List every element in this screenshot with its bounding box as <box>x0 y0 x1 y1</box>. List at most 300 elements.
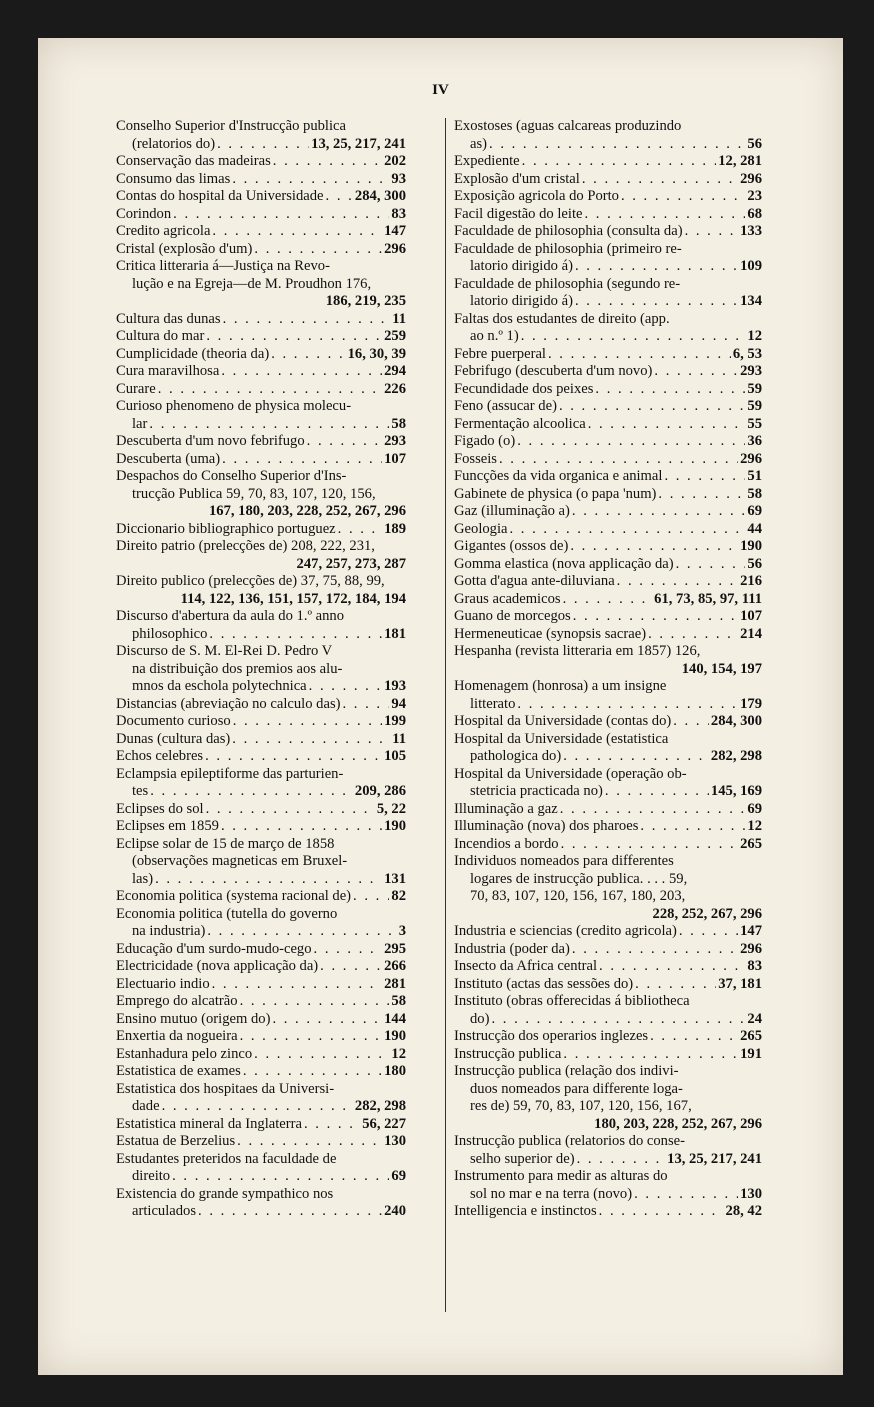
index-entry-line <box>116 1028 406 1046</box>
index-entry-line <box>454 573 762 591</box>
index-entry <box>116 818 406 836</box>
index-entry-text: Despachos do Conselho Superior d'Ins- <box>116 468 347 484</box>
index-entry-pages: 167, 180, 203, 228, 252, 267, 296 <box>208 503 406 519</box>
index-entry-pages: 296 <box>740 940 762 957</box>
index-entry <box>116 328 406 346</box>
leader-dots <box>221 363 382 381</box>
index-entry <box>116 713 406 731</box>
index-entry-text: Descuberta d'um novo febrifugo <box>116 433 305 449</box>
index-entry-line <box>454 1028 762 1046</box>
index-entry-text: Feno (assucar de) <box>454 398 557 414</box>
index-entry-text: pathologica do) <box>470 748 562 764</box>
index-entry-text: mnos da eschola polytechnica <box>132 678 307 694</box>
index-entry-line <box>116 153 406 171</box>
index-entry <box>454 433 762 451</box>
index-entry-text: Eclipses do sol <box>116 800 204 817</box>
index-entry-text: philosophico <box>132 625 208 642</box>
index-entry-line <box>454 818 762 836</box>
index-entry-text: Expediente <box>454 153 520 169</box>
leader-dots <box>233 713 382 731</box>
index-entry-text: Febrifugo (descuberta d'um novo) <box>454 363 653 379</box>
index-entry-pages: 23 <box>747 188 762 204</box>
leader-dots <box>150 783 353 801</box>
leader-dots <box>582 171 738 189</box>
index-entry-text: as) <box>470 135 488 152</box>
index-entry-pages: 190 <box>740 538 762 554</box>
index-entry-line <box>454 661 762 679</box>
index-entry-pages: 193 <box>384 678 406 694</box>
index-entry <box>116 958 406 976</box>
index-entry-text: ao n.º 1) <box>470 328 519 344</box>
index-entry <box>454 451 762 469</box>
index-entry <box>116 258 406 311</box>
index-entry <box>454 311 762 346</box>
index-entry-text: Contas do hospital da Universidade <box>116 188 324 204</box>
index-entry-text: Existencia do grande sympathico nos <box>116 1185 334 1202</box>
index-entry-line <box>454 1011 762 1029</box>
index-entry <box>454 153 762 171</box>
index-entry-pages: 240 <box>384 1203 406 1219</box>
index-entry-text: litterato <box>470 695 516 712</box>
index-entry-text: Cultura das dunas <box>116 310 221 327</box>
index-entry-text: Electricidade (nova applicação da) <box>116 958 319 974</box>
index-entry-line <box>116 941 406 959</box>
index-entry <box>116 906 406 941</box>
index-entry-pages: 55 <box>747 415 762 432</box>
index-entry-text: na distribuição dos premios aos alu- <box>132 660 343 677</box>
index-entry <box>116 118 406 153</box>
index-entry-text: Hespanha (revista litteraria em 1857) 126, <box>454 643 701 659</box>
book-page <box>38 38 843 1375</box>
index-entry-pages: 13, 25, 217, 241 <box>667 1150 762 1167</box>
index-entry-pages: 6, 53 <box>732 345 762 362</box>
index-entry-pages: 293 <box>740 363 762 379</box>
leader-dots <box>206 328 382 346</box>
index-entry <box>116 1063 406 1081</box>
index-entry <box>454 731 762 766</box>
index-entry <box>116 381 406 399</box>
leader-dots <box>650 1028 738 1046</box>
index-entry-text: tes <box>132 783 149 799</box>
leader-dots <box>654 363 738 381</box>
index-entry-text: Guano de morcegos <box>454 608 571 624</box>
index-entry-text: Curioso phenomeno de physica molecu- <box>116 398 352 414</box>
index-entry-text: Cristal (explosão d'um) <box>116 240 253 257</box>
index-entry-line <box>116 626 406 644</box>
leader-dots <box>588 416 746 434</box>
leader-dots <box>676 556 746 574</box>
index-entry-text: Instrucção publica (relatorios do conse- <box>454 1133 685 1149</box>
index-entry-pages: 37, 181 <box>718 975 762 992</box>
leader-dots <box>320 958 382 976</box>
index-entry-pages: 216 <box>740 573 762 589</box>
index-entry <box>454 188 762 206</box>
leader-dots <box>517 696 738 714</box>
index-entry <box>454 1028 762 1046</box>
index-entry-line <box>116 713 406 731</box>
index-entry <box>116 188 406 206</box>
index-entry-text: Direito patrio (prelecções de) 208, 222, 231, <box>116 538 375 554</box>
index-entry <box>116 451 406 469</box>
index-entry-line <box>116 1133 406 1151</box>
leader-dots <box>273 153 382 171</box>
index-entry-pages: 140, 154, 197 <box>681 660 762 677</box>
index-entry <box>454 241 762 276</box>
index-entry-text: direito <box>132 1168 171 1184</box>
index-entry <box>454 276 762 311</box>
index-entry <box>454 363 762 381</box>
leader-dots <box>240 993 390 1011</box>
index-entry-pages: 82 <box>391 888 406 904</box>
leader-dots <box>207 923 396 941</box>
leader-dots <box>254 241 382 259</box>
leader-dots <box>679 923 738 941</box>
index-entry <box>454 1168 762 1203</box>
index-entry-line <box>116 416 406 434</box>
index-entry-text: Distancias (abreviação no calculo das) <box>116 695 341 712</box>
index-entry-line <box>454 958 762 976</box>
page-number: IV <box>432 82 449 98</box>
index-entry-pages: 58 <box>391 415 406 432</box>
index-entry <box>116 976 406 994</box>
index-entry <box>116 1151 406 1186</box>
leader-dots <box>173 206 389 224</box>
index-entry-text: Consumo das limas <box>116 170 231 187</box>
leader-dots <box>353 888 389 906</box>
index-entry-text: Instrumento para medir as alturas do <box>454 1168 668 1184</box>
leader-dots <box>342 696 389 714</box>
index-entry-pages: 56 <box>747 555 762 572</box>
index-entry-text: Gigantes (ossos de) <box>454 538 569 554</box>
index-entry-pages: 12 <box>747 328 762 344</box>
index-entry-text: Hospital da Universidade (operação ob- <box>454 765 687 782</box>
index-entry <box>116 941 406 959</box>
index-entry <box>116 223 406 241</box>
index-entry-pages: 190 <box>384 818 406 834</box>
leader-dots <box>338 521 382 539</box>
index-entry-line <box>454 1186 762 1204</box>
index-entry-text: Hospital da Universidade (contas do) <box>454 713 672 729</box>
index-entry-line <box>116 363 406 381</box>
index-entry-pages: 24 <box>747 1010 762 1027</box>
index-entry-text: lar <box>132 415 148 432</box>
leader-dots <box>563 748 709 766</box>
index-entry-line <box>116 136 406 154</box>
index-entry-line <box>116 1011 406 1029</box>
index-entry-line <box>454 416 762 434</box>
leader-dots <box>673 713 709 731</box>
index-entry <box>116 888 406 906</box>
index-entry-text: Febre puerperal <box>454 345 546 362</box>
index-entry <box>454 958 762 976</box>
index-entry-line <box>116 293 406 311</box>
index-entry-line <box>116 976 406 994</box>
index-entry-pages: 13, 25, 217, 241 <box>311 135 406 152</box>
index-entry-text: Dunas (cultura das) <box>116 730 231 747</box>
index-entry-line <box>116 521 406 539</box>
index-entry-line <box>116 1063 406 1081</box>
index-entry <box>116 748 406 766</box>
index-entry-line <box>454 801 762 819</box>
index-entry-line <box>454 171 762 189</box>
index-entry-pages: 180, 203, 228, 252, 267, 296 <box>594 1115 762 1132</box>
leader-dots <box>158 381 382 399</box>
index-entry <box>116 311 406 329</box>
index-entry <box>116 468 406 521</box>
column-divider <box>445 118 446 1312</box>
index-entry-text: Cura maravilhosa <box>116 363 220 379</box>
index-entry <box>116 1133 406 1151</box>
index-entry-line <box>454 1046 762 1064</box>
index-entry-pages: 199 <box>384 713 406 729</box>
index-entry-pages: 281 <box>384 975 406 992</box>
index-entry-pages: 16, 30, 39 <box>347 345 406 362</box>
index-entry-pages: 56 <box>747 135 762 152</box>
leader-dots <box>221 818 382 836</box>
index-entry-pages: 94 <box>391 695 406 712</box>
index-entry-pages: 265 <box>740 835 762 852</box>
index-entry <box>454 118 762 153</box>
index-entry <box>454 1063 762 1133</box>
index-entry-line <box>454 468 762 486</box>
leader-dots <box>510 521 746 539</box>
index-entry-text: Explosão d'um cristal <box>454 170 580 187</box>
index-entry-text: dade <box>132 1098 160 1114</box>
index-entry-text: Exostoses (aguas calcareas produzindo <box>454 118 682 134</box>
index-entry-line <box>116 433 406 451</box>
index-entry-text: Critica litteraria á—Justiça na Revo- <box>116 258 330 274</box>
index-entry-pages: 58 <box>391 993 406 1009</box>
index-entry-pages: 190 <box>384 1028 406 1044</box>
index-entry <box>116 398 406 433</box>
index-entry-text: latorio dirigido á) <box>470 258 573 274</box>
leader-dots <box>209 626 382 644</box>
index-entry-pages: 147 <box>384 223 406 239</box>
index-entry-pages: 5, 22 <box>376 800 406 817</box>
index-entry-pages: 247, 257, 273, 287 <box>296 555 406 572</box>
index-entry <box>116 363 406 381</box>
leader-dots <box>685 223 739 241</box>
index-entry-pages: 105 <box>384 748 406 764</box>
leader-dots <box>560 801 746 819</box>
index-entry-line <box>454 1116 762 1134</box>
leader-dots <box>605 783 709 801</box>
index-entry-line <box>454 328 762 346</box>
index-entry-text: Echos celebres <box>116 748 204 764</box>
index-entry-text: Instrucção dos operarios inglezes <box>454 1028 649 1044</box>
index-entry-text: Gotta d'agua ante-diluviana <box>454 573 615 589</box>
index-entry <box>116 1028 406 1046</box>
index-entry-text: 70, 83, 107, 120, 156, 167, 180, 203, <box>470 888 686 904</box>
index-entry-line <box>116 311 406 329</box>
index-entry-text: Gomma elastica (nova applicação da) <box>454 555 674 572</box>
index-entry-text: Illuminação a gaz <box>454 800 558 817</box>
index-entry <box>454 223 762 241</box>
index-entry-pages: 180 <box>384 1063 406 1079</box>
index-entry-line <box>454 503 762 521</box>
index-entry-line <box>116 1098 406 1116</box>
index-entry-text: Facil digestão do leite <box>454 205 583 222</box>
index-entry-text: Discurso d'abertura da aula do 1.º anno <box>116 608 345 624</box>
index-entry-text: Individuos nomeados para differentes <box>454 853 674 869</box>
index-entry-line <box>454 1203 762 1221</box>
index-entry-line <box>454 486 762 504</box>
index-entry-line <box>454 381 762 399</box>
index-entry <box>454 941 762 959</box>
index-entry-text: res de) 59, 70, 83, 107, 120, 156, 167, <box>470 1098 692 1114</box>
index-entry-text: duos nomeados para differente loga- <box>470 1080 683 1097</box>
leader-dots <box>559 398 745 416</box>
index-entry-text: las) <box>132 870 154 887</box>
leader-dots <box>617 573 738 591</box>
index-entry-text: Gaz (illuminação a) <box>454 503 570 519</box>
index-entry-pages: 284, 300 <box>710 713 762 729</box>
index-entry-pages: 134 <box>740 293 762 309</box>
index-entry-pages: 145, 169 <box>710 783 762 799</box>
index-entry-pages: 61, 73, 85, 97, 111 <box>654 590 762 607</box>
index-entry-line <box>454 398 762 416</box>
leader-dots <box>563 1046 738 1064</box>
index-entry-line <box>116 783 406 801</box>
index-entry-text: Illuminação (nova) dos pharoes <box>454 818 639 834</box>
index-entry-text: Enxertia da nogueira <box>116 1028 238 1044</box>
leader-dots <box>522 153 717 171</box>
leader-dots <box>212 223 382 241</box>
index-entry-text: Estatistica mineral da Inglaterra <box>116 1115 302 1132</box>
index-entry-text: Estatistica de exames <box>116 1063 241 1079</box>
index-entry-pages: 107 <box>384 450 406 467</box>
index-entry-line <box>454 696 762 714</box>
leader-dots <box>575 293 738 311</box>
index-entry <box>454 1046 762 1064</box>
index-entry-pages: 228, 252, 267, 296 <box>652 905 762 922</box>
leader-dots <box>271 346 345 364</box>
index-entry-pages: 11 <box>392 730 406 747</box>
index-entry-line <box>116 748 406 766</box>
index-entry-pages: 59 <box>747 398 762 414</box>
index-entry-line <box>454 941 762 959</box>
index-entry-text: (relatorios do) <box>132 135 216 152</box>
index-entry-text: Hospital da Universidade (estatistica <box>454 730 669 747</box>
index-entry-pages: 293 <box>384 433 406 449</box>
index-entry <box>454 713 762 731</box>
index-entry-text: Electuario indio <box>116 975 210 992</box>
index-entry <box>116 608 406 643</box>
index-entry-text: Ensino mutuo (origem do) <box>116 1010 271 1027</box>
index-entry-pages: 295 <box>384 940 406 957</box>
index-entry-text: Homenagem (honrosa) a um insigne <box>454 678 667 694</box>
index-entry-line <box>454 783 762 801</box>
index-entry <box>454 171 762 189</box>
index-entry-line <box>454 626 762 644</box>
leader-dots <box>222 451 382 469</box>
index-entry <box>116 643 406 696</box>
leader-dots <box>572 503 746 521</box>
index-entry-text: Insecto da Africa central <box>454 958 598 974</box>
leader-dots <box>499 451 738 469</box>
index-entry <box>454 766 762 801</box>
index-entry-line <box>454 153 762 171</box>
index-entry <box>116 521 406 539</box>
index-entry-pages: 3 <box>398 923 406 939</box>
index-entry-text: Fermentação alcoolica <box>454 415 586 432</box>
index-entry-pages: 58 <box>747 485 762 502</box>
index-entry-line <box>454 923 762 941</box>
index-entry-text: Estudantes preteridos na faculdade de <box>116 1150 337 1167</box>
index-entry <box>454 626 762 644</box>
index-entry <box>454 853 762 923</box>
index-entry-pages: 284, 300 <box>354 188 406 204</box>
leader-dots <box>621 188 745 206</box>
index-entry-pages: 69 <box>747 800 762 817</box>
index-entry-text: lução e na Egreja—de M. Proudhon 176, <box>132 275 372 292</box>
index-entry-line <box>454 748 762 766</box>
index-entry-line <box>116 556 406 574</box>
leader-dots <box>635 976 716 994</box>
index-entry <box>454 398 762 416</box>
index-entry-text: Cultura do mar <box>116 328 205 344</box>
index-entry-pages: 12, 281 <box>718 153 762 169</box>
index-entry-pages: 133 <box>740 223 762 239</box>
index-entry-line <box>454 976 762 994</box>
index-entry-text: na industria) <box>132 923 206 939</box>
index-entry <box>454 818 762 836</box>
index-entry-text: sol no mar e na terra (novo) <box>470 1185 633 1202</box>
index-entry-text: Emprego do alcatrão <box>116 993 238 1009</box>
index-entry-pages: 214 <box>740 625 762 642</box>
index-entry <box>116 1046 406 1064</box>
index-entry <box>454 538 762 556</box>
index-entry-text: Estatistica dos hospitaes da Universi- <box>116 1080 335 1097</box>
index-entry-line <box>116 591 406 609</box>
index-entry <box>116 1011 406 1029</box>
index-entry-line <box>116 503 406 521</box>
index-entry-text: Fecundidade dos peixes <box>454 380 594 397</box>
index-entry-line <box>116 188 406 206</box>
index-entry <box>116 766 406 801</box>
index-entry <box>116 696 406 714</box>
index-entry-text: Direito publico (prelecções de) 37, 75, 88, 99, <box>116 573 385 589</box>
index-entry-text: Instrucção publica <box>454 1045 562 1062</box>
index-entry-text: Credito agricola <box>116 223 211 239</box>
index-entry-text: Educação d'um surdo-mudo-cego <box>116 940 312 957</box>
index-entry-text: Eclipse solar de 15 de março de 1858 <box>116 835 335 852</box>
index-entry-pages: 107 <box>740 608 762 624</box>
index-entry-text: Conselho Superior d'Instrucção publica <box>116 118 346 134</box>
index-entry-pages: 130 <box>384 1133 406 1149</box>
leader-dots <box>326 188 353 206</box>
index-entry <box>454 976 762 994</box>
index-entry <box>454 643 762 678</box>
index-entry-pages: 179 <box>740 695 762 712</box>
leader-dots <box>599 958 745 976</box>
index-entry-pages: 93 <box>391 170 406 187</box>
index-entry-line <box>116 871 406 889</box>
index-entry <box>116 1116 406 1134</box>
leader-dots <box>304 1116 360 1134</box>
index-entry <box>116 153 406 171</box>
index-entry-line <box>454 451 762 469</box>
index-entry-pages: 282, 298 <box>710 748 762 764</box>
index-entry-line <box>116 223 406 241</box>
index-entry <box>454 801 762 819</box>
index-entry-text: Eclipses em 1859 <box>116 818 219 834</box>
leader-dots <box>217 136 309 154</box>
index-entry <box>116 993 406 1011</box>
index-entry-pages: 191 <box>740 1045 762 1062</box>
index-entry <box>454 503 762 521</box>
index-entry-text: Funcções da vida organica e animal <box>454 468 663 484</box>
